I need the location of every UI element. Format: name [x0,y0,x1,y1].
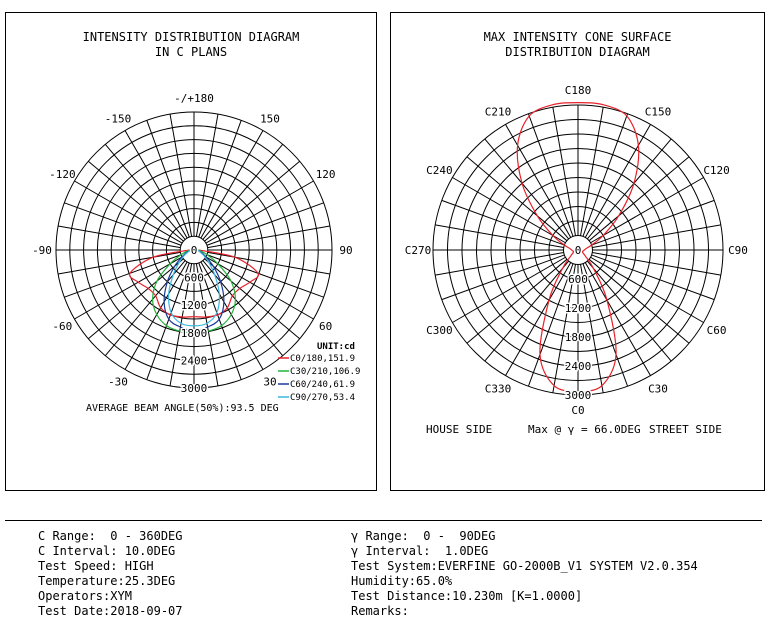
test-info-left [38,529,183,619]
info-line: Humidity:65.0% [351,574,453,588]
legend-label: C90/270,53.4 [290,393,356,403]
right-grid-spoke [435,253,564,276]
left-angle-label: 150 [260,112,280,126]
left-angle-label: -120 [49,168,76,181]
left-angle-label: -/+180 [174,92,214,105]
left-angle-label: -150 [104,112,132,126]
left-chart-title-1: INTENSITY DISTRIBUTION DIAGRAM [82,30,300,44]
left-angle-label: 120 [315,168,336,181]
left-angle-label: 30 [263,375,277,389]
left-radial-label: 600 [184,271,204,285]
left-angle-label: -30 [108,375,128,389]
intensity-polar-chart [6,13,376,490]
info-line: Operators:XYM [38,589,132,603]
cone-polar-chart [391,13,764,490]
right-angle-label: C270 [404,244,432,257]
divider-line [5,520,762,521]
right-chart-title-1: MAX INTENSITY CONE SURFACE [483,30,672,44]
right-angle-label: C150 [644,105,672,119]
max-gamma-label: Max @ γ = 66.0DEG [528,423,641,436]
right-angle-label: C240 [426,164,453,177]
left-radial-label: 2400 [180,354,208,368]
left-grid-spoke [208,226,330,248]
info-line: Test Speed: HIGH [38,559,154,573]
right-angle-label: C90 [728,244,748,257]
left-grid-spoke [196,114,218,236]
right-grid-spoke [553,107,576,236]
right-radial-label: 1200 [564,302,592,315]
right-radial-label: 2400 [564,360,592,373]
right-chart-title-2: DISTRIBUTION DIAGRAM [505,45,650,59]
left-grid-spoke [170,114,192,236]
right-grid-spoke [581,107,604,236]
info-line: Temperature:25.3DEG [38,574,176,588]
right-radial-label: 600 [568,273,588,286]
left-radial-label: 1800 [180,326,208,340]
left-angle-label: -60 [52,320,73,333]
info-line: γ Interval: 1.0DEG [351,544,489,558]
legend-label: C60/240,61.9 [290,380,356,390]
intensity-distribution-panel [5,12,377,491]
right-radial-label: 1800 [564,331,592,344]
left-angle-label: 60 [319,320,333,333]
right-grid-spoke [435,225,564,248]
right-angle-label: C0 [571,404,585,417]
left-grid-spoke [208,252,330,274]
left-radial-label: 0 [190,244,198,257]
left-grid-spoke [58,226,180,248]
right-grid-spoke [592,225,721,248]
house-side-label: HOUSE SIDE [426,423,493,436]
right-angle-label: C210 [484,105,512,119]
legend-label: C30/210,106.9 [290,367,361,377]
left-angle-label: -90 [32,244,52,257]
right-angle-label: C120 [703,164,730,177]
info-line: Test System:EVERFINE GO-2000B_V1 SYSTEM V2.0.354 [351,559,698,573]
right-angle-label: C60 [706,324,727,337]
cone-surface-panel [390,12,765,491]
street-side-label: STREET SIDE [649,423,722,436]
info-line: C Range: 0 - 360DEG [38,529,183,543]
unit-label: UNIT:cd [317,342,355,352]
info-line: Test Distance:10.230m [K=1.0000] [351,589,583,603]
test-info-right [351,529,698,619]
left-radial-label: 1200 [180,299,208,313]
info-line: γ Range: 0 - 90DEG [351,529,496,543]
right-radial-label: 3000 [564,389,592,402]
left-radial-label: 3000 [180,382,208,395]
right-angle-label: C330 [484,382,512,396]
right-angle-label: C180 [564,84,592,97]
left-angle-label: 90 [339,244,353,257]
left-grid-spoke [58,252,180,274]
info-line: Remarks: [351,604,409,618]
legend-label: C0/180,151.9 [290,354,356,364]
right-radial-label: 0 [574,244,582,257]
info-line: C Interval: 10.0DEG [38,544,176,558]
left-chart-title-2: IN C PLANS [154,45,228,59]
right-angle-label: C30 [648,382,668,396]
info-line: Test Date:2018-09-07 [38,604,183,618]
right-grid-spoke [592,253,721,276]
right-angle-label: C300 [426,324,453,337]
beam-angle-footer: AVERAGE BEAM ANGLE(50%):93.5 DEG [86,403,279,414]
